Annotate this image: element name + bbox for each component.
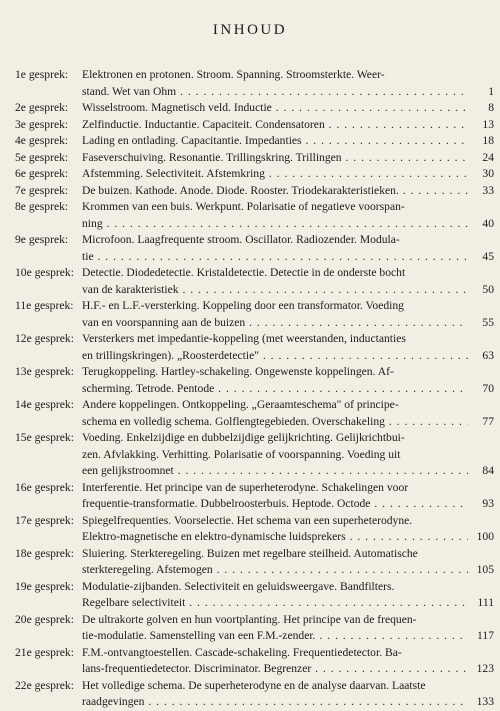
chapter-title-line: schema en volledig schema. Golflengtegebieden. Overschakeling . . . [82,414,468,431]
page-number: 77 [482,414,494,428]
page-number: 40 [482,216,494,230]
chapter-title-line: Elektronen en protonen. Stroom. Spanning. Stroomsterkte. Weer- [82,68,385,81]
chapter-label: 19e gesprek: [15,579,74,593]
page-number: 123 [476,662,494,675]
chapter-title [82,199,468,232]
chapter-label: 21e gesprek: [15,645,74,659]
chapter-title-line: Sluiering. Sterkteregeling. Buizen met regelbare steilheid. Automatische [82,546,418,560]
chapter-title-line: zen. Afvlakking. Verhitting. Polarisatie of voorspanning. Voeding uit [82,447,401,461]
chapter-label: 9e gesprek: [15,233,69,246]
chapter-title-line: Krommen van een buis. Werkpunt. Polarisatie of negatieve voorspan- [82,200,405,213]
chapter-title-line: F.M.-ontvangtoestellen. Cascade-schakeling. Frequentiedetector. Ba- [82,645,402,659]
page-number: 30 [482,167,494,180]
chapter-title [82,166,468,183]
page-number: 8 [488,101,494,114]
page-title: INHOUD [212,22,288,38]
chapter-title-line: Het volledige schema. De superheterodyne en de analyse daarvan. Laatste [82,678,426,692]
chapter-label: 4e gesprek: [15,134,69,147]
page-number: 55 [482,315,494,329]
chapter-label: 8e gesprek: [15,200,69,213]
page-number: 70 [482,381,494,395]
chapter-title-line: raadgevingen . . . [82,694,468,711]
chapter-label: 20e gesprek: [15,612,74,626]
chapter-title-line: Afstemming. Selectiviteit. Afstemkring . . . [82,166,468,183]
chapter-title-line: Microfoon. Laagfrequente stroom. Oscillator. Radiozender. Modula- [82,233,400,246]
chapter-title-line: Zelfinductie. Inductantie. Capaciteit. Condensatoren . . . [82,117,468,134]
chapter-title [82,100,468,117]
page-number: 24 [482,150,494,164]
chapter-title [82,265,468,298]
chapter-title-line: Wisselstroom. Magnetisch veld. Inductie . . . [82,100,468,117]
chapter-title-line: De ultrakorte golven en hun voortplanting. Het principe van de frequen- [82,612,417,626]
chapter-title-line: Versterkers met impedantie-koppeling (met weerstanden, inductanties [82,332,406,345]
chapter-label: 5e gesprek: [15,150,69,164]
chapter-title-line: Elektro-magnetische en elektro-dynamische luidsprekers . . . [82,529,468,546]
chapter-label: 2e gesprek: [15,101,69,114]
chapter-label: 6e gesprek: [15,167,69,180]
chapter-label: 11e gesprek: [15,299,74,312]
chapter-title-line: Terugkoppeling. Hartley-schakeling. Ongewenste koppelingen. Af- [82,365,394,378]
chapter-title-line: Lading en ontlading. Capacitantie. Impedanties . . . [82,133,468,150]
chapter-label: 10e gesprek: [15,266,74,279]
chapter-title-line: ning . . . [82,216,468,233]
chapter-title [82,645,468,678]
page-number: 13 [482,117,494,131]
chapter-title-line: Modulatie-zijbanden. Selectiviteit en geluidsweergave. Bandfilters. [82,579,395,593]
chapter-label: 12e gesprek: [15,332,74,345]
chapter-label: 15e gesprek: [15,431,74,444]
chapter-title [82,579,468,612]
page-number: 117 [477,629,494,642]
chapter-title [82,133,468,150]
chapter-label: 22e gesprek: [15,678,74,692]
chapter-title-line: H.F.- en L.F.-versterking. Koppeling door een transformator. Voeding [82,299,404,312]
chapter-title-line: lans-frequentiedetector. Discriminator. Begrenzer . . . [82,661,468,678]
chapter-title [82,183,468,200]
chapter-title-line: van de karakteristiek . . . [82,282,468,299]
chapter-title [82,232,468,265]
chapter-title-line: Regelbare selectiviteit . . . [82,595,468,612]
chapter-title-line: Interferentie. Het principe van de superheterodyne. Schakelingen voor [82,480,409,494]
chapter-title-line: Detectie. Diodedetectie. Kristaldetectie. Detectie in de onderste bocht [82,266,406,279]
chapter-title [82,513,468,546]
page-number: 111 [477,596,494,609]
chapter-label: 17e gesprek: [15,513,74,527]
chapter-title [82,678,468,711]
page-number: 33 [482,183,494,197]
chapter-title-line: De buizen. Kathode. Anode. Diode. Rooster. Triodekarakteristieken. . . . [82,183,468,200]
page-number: 93 [482,497,494,510]
chapter-title [82,67,468,100]
page-number: 100 [476,530,494,543]
chapter-label: 14e gesprek: [15,398,74,411]
chapter-title [82,430,468,480]
chapter-label: 3e gesprek: [15,117,69,131]
chapter-title-line: sterkteregeling. Afstemogen . . . [82,562,468,579]
page-number: 105 [476,563,494,576]
chapter-title-line: Voeding. Enkelzijdige en dubbelzijdige gelijkrichting. Gelijkrichtbui- [82,431,405,444]
page-number: 133 [476,695,494,708]
page-number: 50 [482,282,494,296]
chapter-label: 1e gesprek: [15,68,69,81]
page-number: 45 [482,249,494,263]
chapter-title [82,480,468,513]
chapter-title [82,117,468,134]
page-number: 18 [482,134,494,147]
page-number: 84 [482,464,494,477]
chapter-title [82,397,468,430]
chapter-label: 7e gesprek: [15,183,69,197]
chapter-label: 18e gesprek: [15,546,74,560]
chapter-title [82,612,468,645]
chapter-title-line: van en voorspanning aan de buizen . . . [82,315,468,332]
chapter-title [82,150,468,167]
chapter-title [82,331,468,364]
chapter-title-line: scherming. Tetrode. Pentode . . . [82,381,468,398]
chapter-title [82,298,468,331]
chapter-title-line: Spiegelfrequenties. Voorselectie. Het schema van een superheterodyne. [82,513,413,527]
chapter-label: 13e gesprek: [15,365,74,378]
page-number: 1 [488,84,494,98]
chapter-title-line: tie . . . [82,249,468,266]
chapter-title-line: stand. Wet van Ohm . . . [82,84,468,101]
chapter-title-line: een gelijkstroomnet . . . [82,463,468,480]
chapter-title [82,546,468,579]
chapter-title-line: Andere koppelingen. Ontkoppeling. „Geraamteschema" of principe- [82,398,399,411]
chapter-title-line: tie-modulatie. Samenstelling van een F.M.-zender. . . . [82,628,468,645]
chapter-label: 16e gesprek: [15,480,74,494]
chapter-title-line: frequentie-transformatie. Dubbelroosterbuis. Heptode. Octode . . . [82,496,468,513]
chapter-title-line: en trillingskringen). „Roosterdetectie" . . . [82,348,468,365]
chapter-title [82,364,468,397]
chapter-title-line: Faseverschuiving. Resonantie. Trillingskring. Trillingen . . . [82,150,468,167]
page-number: 63 [482,348,494,362]
